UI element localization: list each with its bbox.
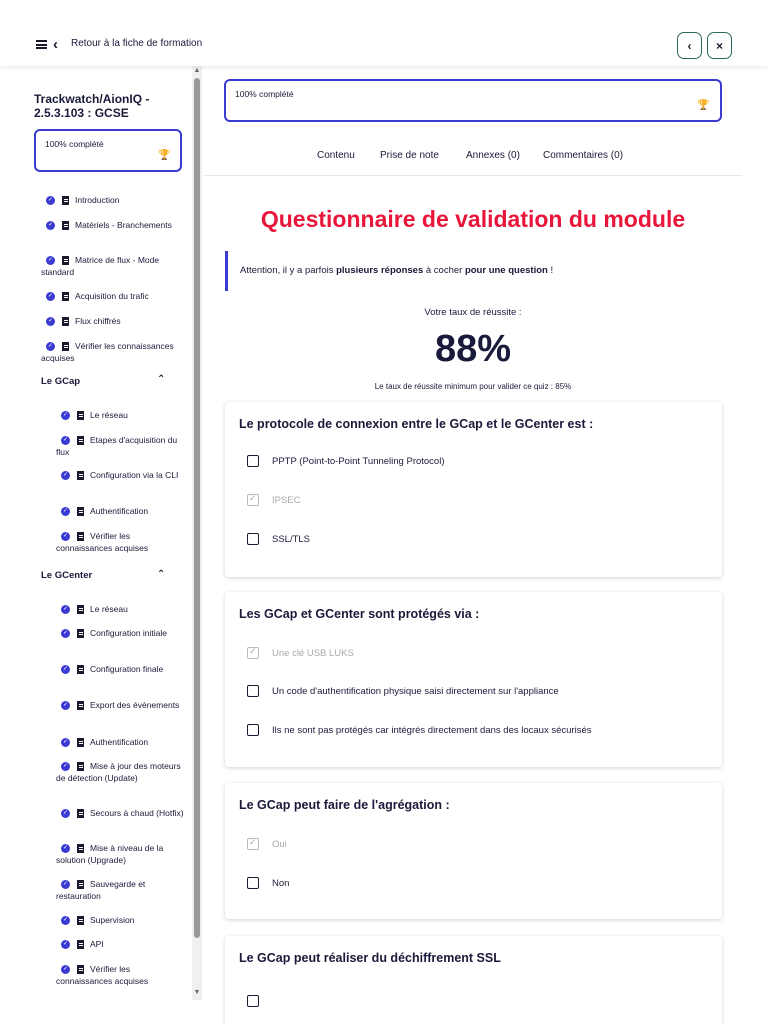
check-circle-icon: ✓ xyxy=(62,739,69,746)
checkbox[interactable] xyxy=(247,455,259,467)
document-icon xyxy=(77,762,84,771)
check-circle-icon: ✓ xyxy=(62,763,69,770)
checkbox[interactable] xyxy=(247,724,259,736)
document-icon xyxy=(62,256,69,265)
document-icon xyxy=(77,916,84,925)
document-icon xyxy=(77,665,84,674)
checkbox[interactable] xyxy=(247,533,259,545)
answer-option[interactable]: ✓ IPSEC xyxy=(247,494,301,506)
check-circle-icon: ✓ xyxy=(47,197,54,204)
document-icon xyxy=(77,738,84,747)
chevron-up-icon[interactable]: ⌃ xyxy=(157,374,166,385)
check-circle-icon: ✓ xyxy=(62,412,69,419)
sidebar-item[interactable]: ✓ Le réseau xyxy=(62,410,128,420)
check-circle-icon: ✓ xyxy=(62,666,69,673)
answer-option[interactable]: Ils ne sont pas protégés car intégrés directement dans des locaux sécurisés xyxy=(247,724,591,736)
sidebar xyxy=(26,66,192,1000)
success-rate-label: Votre taux de réussite : xyxy=(424,307,522,318)
question-title: Le GCap peut faire de l'agrégation : xyxy=(239,798,450,812)
section-gcap[interactable]: Le GCap xyxy=(41,376,81,387)
document-icon xyxy=(77,844,84,853)
answer-option[interactable]: PPTP (Point-to-Point Tunneling Protocol) xyxy=(247,455,445,467)
checkbox[interactable] xyxy=(247,995,259,1007)
minimum-rate-text: Le taux de réussite minimum pour valider ce quiz : 85% xyxy=(374,382,572,391)
check-circle-icon: ✓ xyxy=(62,533,69,540)
document-icon xyxy=(62,196,69,205)
section-gcenter[interactable]: Le GCenter xyxy=(41,570,93,581)
sidebar-item[interactable]: ✓ Acquisition du trafic xyxy=(47,291,149,301)
top-bar xyxy=(0,0,768,66)
document-icon xyxy=(77,507,84,516)
document-icon xyxy=(62,292,69,301)
sidebar-item[interactable]: ✓ Mise à jour des moteurs de détection (Update) xyxy=(56,761,181,783)
check-circle-icon: ✓ xyxy=(47,318,54,325)
sidebar-item[interactable]: ✓ Introduction xyxy=(47,195,120,205)
sidebar-item[interactable]: ✓ Configuration via la CLI xyxy=(62,470,179,480)
document-icon xyxy=(77,701,84,710)
document-icon xyxy=(62,221,69,230)
check-circle-icon: ✓ xyxy=(62,941,69,948)
document-icon xyxy=(77,940,84,949)
sidebar-item[interactable]: ✓ Matrice de flux - Mode standard xyxy=(41,255,160,277)
tab-contenu[interactable]: Contenu xyxy=(317,150,355,161)
question-title: Le GCap peut réaliser du déchiffrement SSL xyxy=(239,951,501,965)
tab-annexes[interactable]: Annexes (0) xyxy=(466,150,520,161)
document-icon xyxy=(62,317,69,326)
question-card xyxy=(225,783,722,919)
document-icon xyxy=(77,629,84,638)
check-circle-icon: ✓ xyxy=(62,845,69,852)
document-icon xyxy=(77,471,84,480)
main-progress-box xyxy=(224,79,722,122)
document-icon xyxy=(77,605,84,614)
main-content xyxy=(204,66,768,1024)
sidebar-item[interactable]: ✓ Export des évènements xyxy=(62,700,180,710)
sidebar-item[interactable]: ✓ Secours à chaud (Hotfix) xyxy=(62,808,184,818)
checkbox-checked[interactable] xyxy=(247,494,259,506)
hamburger-icon[interactable] xyxy=(36,40,47,49)
checkbox-checked[interactable] xyxy=(247,647,259,659)
tab-prise-de-note[interactable]: Prise de note xyxy=(380,150,439,161)
sidebar-item[interactable]: ✓ Vérifier les connaissances acquises xyxy=(56,531,149,553)
question-card xyxy=(225,402,722,577)
sidebar-item[interactable]: ✓ Configuration initiale xyxy=(62,628,168,638)
check-circle-icon: ✓ xyxy=(62,810,69,817)
answer-option[interactable]: Non xyxy=(247,877,289,889)
sidebar-item[interactable]: ✓ API xyxy=(62,939,104,949)
document-icon xyxy=(77,411,84,420)
chevron-up-icon[interactable]: ⌃ xyxy=(157,569,166,580)
sidebar-item[interactable]: ✓ Supervision xyxy=(62,915,135,925)
success-rate-value: 88% xyxy=(434,328,512,370)
main-progress-text: 100% complété xyxy=(235,89,294,99)
check-circle-icon: ✓ xyxy=(62,472,69,479)
check-circle-icon: ✓ xyxy=(47,257,54,264)
sidebar-item[interactable]: ✓ Mise à niveau de la solution (Upgrade) xyxy=(56,843,164,865)
question-card xyxy=(225,592,722,767)
sidebar-item[interactable]: ✓ Etapes d'acquisition du flux xyxy=(56,435,178,457)
sidebar-item[interactable]: ✓ Matériels - Branchements xyxy=(47,220,172,230)
document-icon xyxy=(77,880,84,889)
document-icon xyxy=(77,809,84,818)
check-circle-icon: ✓ xyxy=(62,881,69,888)
sidebar-progress-box xyxy=(34,129,182,172)
sidebar-item[interactable]: ✓ Le réseau xyxy=(62,604,128,614)
question-card xyxy=(225,936,722,1024)
document-icon xyxy=(62,342,69,351)
trophy-icon: 🏆 xyxy=(158,150,171,161)
trophy-icon: 🏆 xyxy=(697,100,710,111)
sidebar-item[interactable]: ✓ Authentification xyxy=(62,506,149,516)
close-button[interactable]: × xyxy=(707,32,732,59)
check-circle-icon: ✓ xyxy=(47,222,54,229)
document-icon xyxy=(77,532,84,541)
question-title: Le protocole de connexion entre le GCap et le GCenter est : xyxy=(239,417,594,431)
notice-text: Attention, il y a parfois plusieurs réponses à cocher pour une question ! xyxy=(240,265,554,276)
answer-option[interactable]: ✓ Oui xyxy=(247,838,287,850)
scroll-up-icon[interactable]: ▲ xyxy=(193,67,201,74)
sidebar-progress-text: 100% complété xyxy=(45,139,104,149)
checkbox-checked[interactable] xyxy=(247,838,259,850)
tab-commentaires[interactable]: Commentaires (0) xyxy=(543,150,624,161)
document-icon xyxy=(77,436,84,445)
check-circle-icon: ✓ xyxy=(47,293,54,300)
back-link[interactable]: Retour à la fiche de formation xyxy=(71,38,203,49)
scrollbar-thumb[interactable] xyxy=(194,78,200,938)
sidebar-item[interactable]: ✓ Sauvegarde et restauration xyxy=(56,879,146,901)
answer-option[interactable]: Un code d'authentification physique saisi directement sur l'appliance xyxy=(247,685,559,697)
notice-box xyxy=(225,251,722,291)
check-circle-icon: ✓ xyxy=(47,343,54,350)
sidebar-item[interactable]: ✓ Authentification xyxy=(62,737,149,747)
tabs-divider xyxy=(204,175,742,176)
answer-option[interactable] xyxy=(247,995,272,1007)
scroll-down-icon[interactable]: ▼ xyxy=(193,989,201,996)
checkbox[interactable] xyxy=(247,877,259,889)
sidebar-item[interactable]: ✓ Flux chiffrés xyxy=(47,316,121,326)
chevron-left-icon[interactable]: ‹ xyxy=(53,36,58,53)
checkbox[interactable] xyxy=(247,685,259,697)
check-circle-icon: ✓ xyxy=(62,702,69,709)
previous-button[interactable]: ‹ xyxy=(677,32,702,59)
check-circle-icon: ✓ xyxy=(62,437,69,444)
document-icon xyxy=(77,965,84,974)
check-circle-icon: ✓ xyxy=(62,606,69,613)
check-circle-icon: ✓ xyxy=(62,917,69,924)
answer-option[interactable]: SSL/TLS xyxy=(247,533,310,545)
page-title: Questionnaire de validation du module xyxy=(260,206,686,232)
check-circle-icon: ✓ xyxy=(62,630,69,637)
sidebar-item[interactable]: ✓ Vérifier les connaissances acquises xyxy=(56,964,149,986)
course-title: Trackwatch/AionIQ - 2.5.3.103 : GCSE xyxy=(34,92,150,120)
sidebar-item[interactable]: ✓ Vérifier les connaissances acquises xyxy=(41,341,174,363)
answer-option[interactable]: ✓ Une clé USB LUKS xyxy=(247,647,354,659)
check-circle-icon: ✓ xyxy=(62,508,69,515)
check-circle-icon: ✓ xyxy=(62,966,69,973)
sidebar-item[interactable]: ✓ Configuration finale xyxy=(62,664,164,674)
question-title: Les GCap et GCenter sont protégés via : xyxy=(239,607,480,621)
